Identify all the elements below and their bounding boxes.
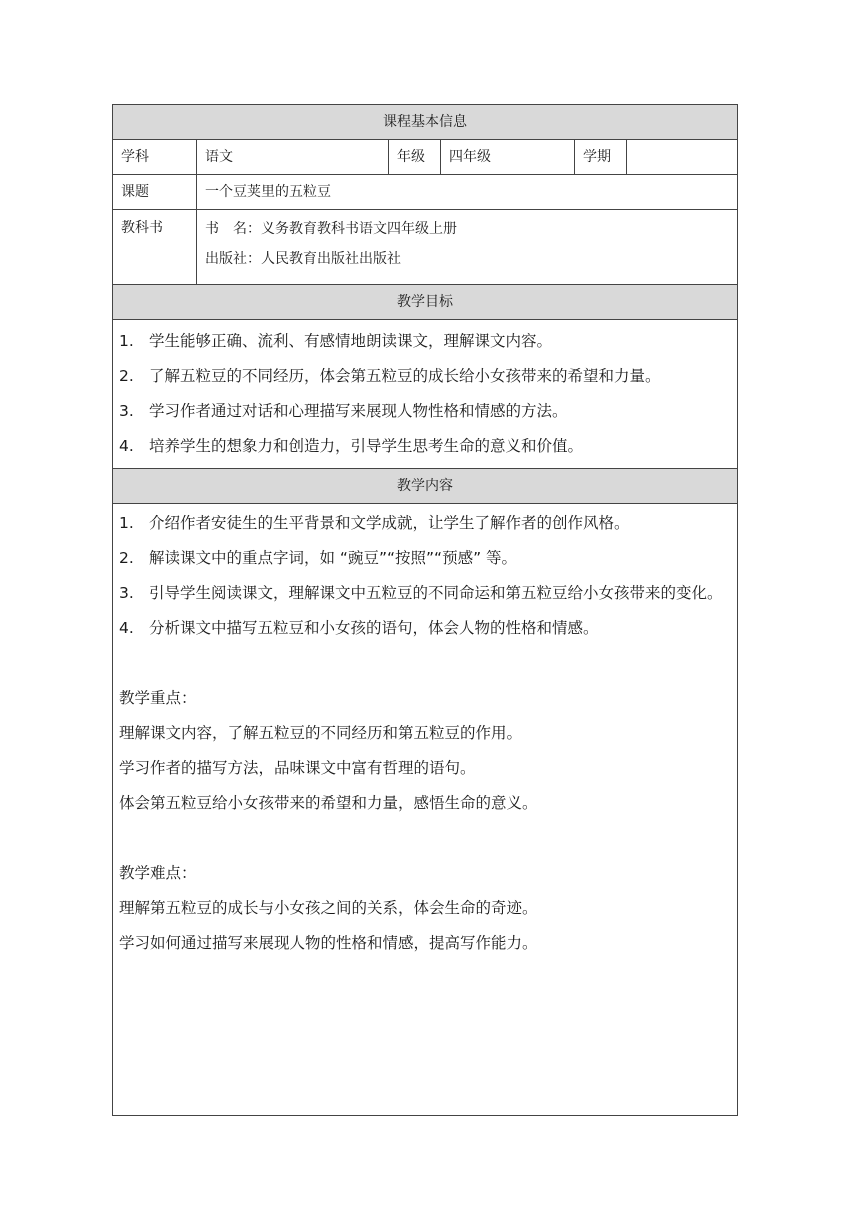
- content-header-row: [113, 469, 738, 504]
- list-item: [119, 324, 731, 359]
- list-text: 学生能够正确、流利、有感情地朗读课文，理解课文内容。: [149, 332, 553, 350]
- topic-value: 一个豆荚里的五粒豆: [197, 175, 738, 210]
- objectives-row: [113, 320, 738, 469]
- textbook-label: 教科书: [113, 210, 197, 285]
- content-body: [113, 504, 738, 1116]
- grade-value: 四年级: [441, 140, 575, 175]
- objectives-header: 教学目标: [113, 285, 738, 320]
- term-label: 学期: [575, 140, 627, 175]
- list-number: 4.: [119, 437, 134, 455]
- list-text: 培养学生的想象力和创造力，引导学生思考生命的意义和价值。: [149, 437, 584, 455]
- list-text: 了解五粒豆的不同经历，体会第五粒豆的成长给小女孩带来的希望和力量。: [149, 367, 661, 385]
- course-info-header: 课程基本信息: [113, 105, 738, 140]
- key-point: 体会第五粒豆给小女孩带来的希望和力量，感悟生命的意义。: [119, 794, 538, 812]
- subject-label: 学科: [113, 140, 197, 175]
- difficulty-point: 理解第五粒豆的成长与小女孩之间的关系，体会生命的奇迹。: [119, 899, 538, 917]
- spacer: [119, 646, 731, 681]
- list-text: 引导学生阅读课文，理解课文中五粒豆的不同命运和第五粒豆给小女孩带来的变化。: [149, 584, 723, 602]
- textbook-row: [113, 210, 738, 285]
- list-item: [119, 359, 731, 394]
- list-text: 介绍作者安徒生的生平背景和文学成就，让学生了解作者的创作风格。: [149, 514, 630, 532]
- key-point: 理解课文内容，了解五粒豆的不同经历和第五粒豆的作用。: [119, 724, 523, 742]
- topic-row: [113, 175, 738, 210]
- content-header: 教学内容: [113, 469, 738, 504]
- difficulty-point: 学习如何通过描写来展现人物的性格和情感，提高写作能力。: [119, 934, 538, 952]
- key-points-title: 教学重点：: [119, 689, 197, 707]
- grade-label: 年级: [389, 140, 441, 175]
- subject-grade-row: [113, 140, 738, 175]
- list-number: 3.: [119, 584, 134, 602]
- lesson-plan-table: [112, 104, 738, 1116]
- list-number: 4.: [119, 619, 134, 637]
- list-text: 学习作者通过对话和心理描写来展现人物性格和情感的方法。: [149, 402, 568, 420]
- difficulties-title: 教学难点：: [119, 864, 197, 882]
- list-number: 1.: [119, 332, 134, 350]
- list-text: 解读课文中的重点字词，如 “豌豆”“按照”“预感” 等。: [149, 549, 518, 567]
- list-item: [119, 576, 731, 611]
- publisher-line: 出版社：人民教育出版社出版社: [205, 251, 401, 267]
- subject-value: 语文: [197, 140, 389, 175]
- spacer: [119, 821, 731, 856]
- list-number: 2.: [119, 549, 134, 567]
- list-item: [119, 541, 731, 576]
- textbook-info: [197, 210, 738, 285]
- list-number: 3.: [119, 402, 134, 420]
- list-text: 分析课文中描写五粒豆和小女孩的语句，体会人物的性格和情感。: [149, 619, 599, 637]
- list-number: 2.: [119, 367, 134, 385]
- objectives-header-row: [113, 285, 738, 320]
- list-item: [119, 394, 731, 429]
- list-item: [119, 611, 731, 646]
- book-name-line: 书 名：义务教育教科书语文四年级上册: [205, 221, 457, 237]
- topic-label: 课题: [113, 175, 197, 210]
- term-value: [627, 140, 738, 175]
- key-point: 学习作者的描写方法，品味课文中富有哲理的语句。: [119, 759, 476, 777]
- list-number: 1.: [119, 514, 134, 532]
- list-item: [119, 506, 731, 541]
- course-info-header-row: [113, 105, 738, 140]
- content-row: [113, 504, 738, 1116]
- objectives-list: [113, 320, 738, 469]
- list-item: [119, 429, 731, 464]
